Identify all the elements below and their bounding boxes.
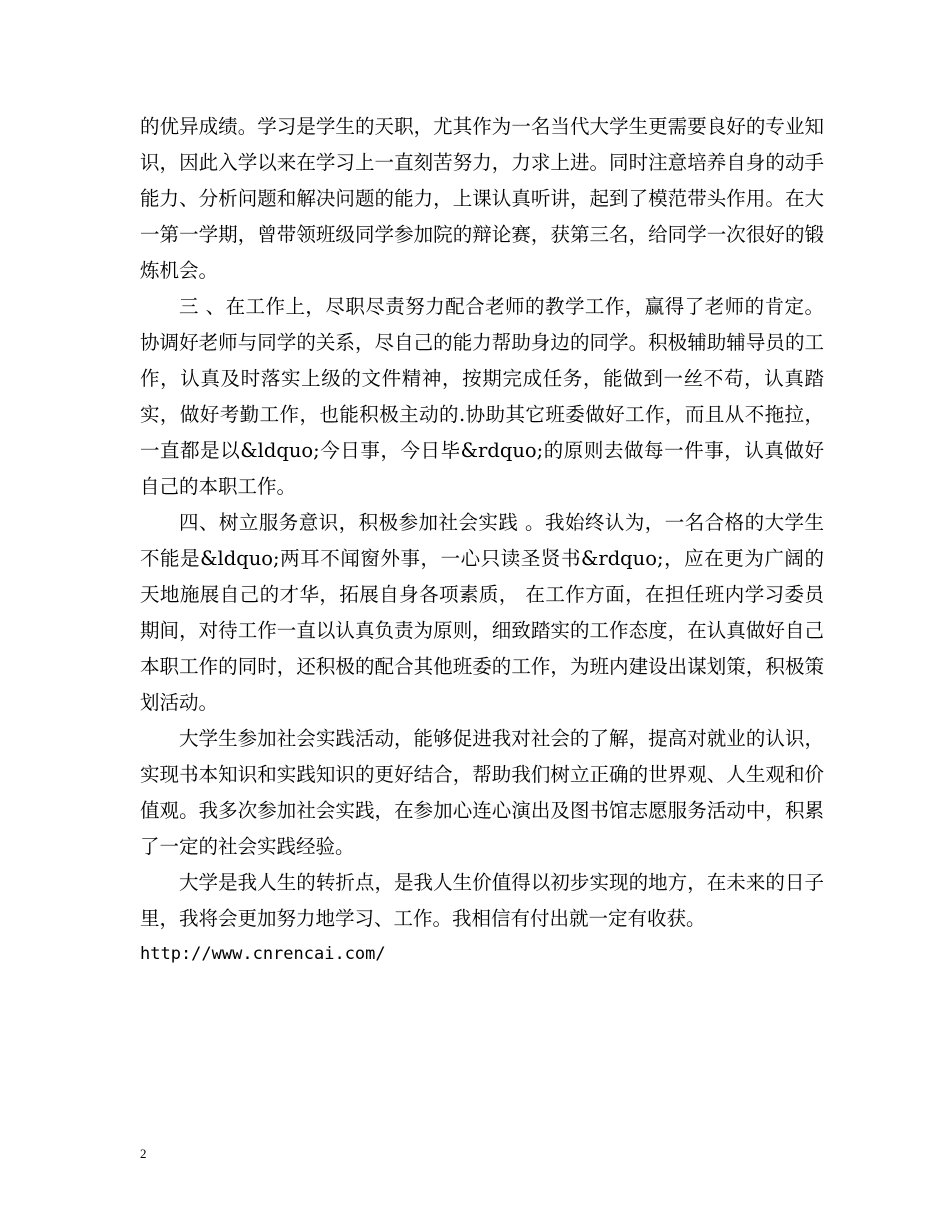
paragraph-2: 三 、在工作上，尽职尽责努力配合老师的教学工作，赢得了老师的肯定。协调好老师与同学的关系，尽自己的能力帮助身边的同学。积极辅助辅导员的工作，认真及时落实上级的文件精神，按期完成任务，能做到一丝不苟，认真踏实，做好考勤工作，也能积极主动的.协助其它班委做好工作，而且从不拖拉，一直都是以&ldquo;今日事，今日毕&rdquo;的原则去做每一件事，认真做好自己的本职工作。 [140, 295, 824, 498]
paragraph-5: 大学是我人生的转折点，是我人生价值得以初步实现的地方，在未来的日子里，我将会更加努力地学习、工作。我相信有付出就一定有收获。 [140, 871, 824, 930]
paragraph-1: 的优异成绩。学习是学生的天职，尤其作为一名当代大学生更需要良好的专业知识，因此入学以来在学习上一直刻苦努力，力求上进。同时注意培养自身的动手能力、分析问题和解决问题的能力，上课认真听讲，起到了模范带头作用。在大一第一学期，曾带领班级同学参加院的辩论赛，获第三名，给同学一次很好的锻炼机会。 [140, 115, 824, 282]
paragraph-4: 大学生参加社会实践活动，能够促进我对社会的了解，提高对就业的认识，实现书本知识和实践知识的更好结合，帮助我们树立正确的世界观、人生观和价值观。我多次参加社会实践，在参加心连心演出及图书馆志愿服务活动中，积累了一定的社会实践经验。 [140, 727, 824, 858]
page-number: 2 [140, 1146, 147, 1161]
document-body [140, 109, 824, 971]
source-url[interactable]: http://www.cnrencai.com/ [140, 944, 386, 964]
paragraph-3: 四、树立服务意识，积极参加社会实践 。我始终认为，一名合格的大学生不能是&ldquo;两耳不闻窗外事，一心只读圣贤书&rdquo;，应在更为广阔的天地施展自己的才华，拓展自身各项素质， 在工作方面，在担任班内学习委员期间，对待工作一直以认真负责为原则，细致踏实的工作态度，在认真做好自己本职工作的同时，还积极的配合其他班委的工作，为班内建设出谋划策，积极策划活动。 [140, 511, 824, 714]
